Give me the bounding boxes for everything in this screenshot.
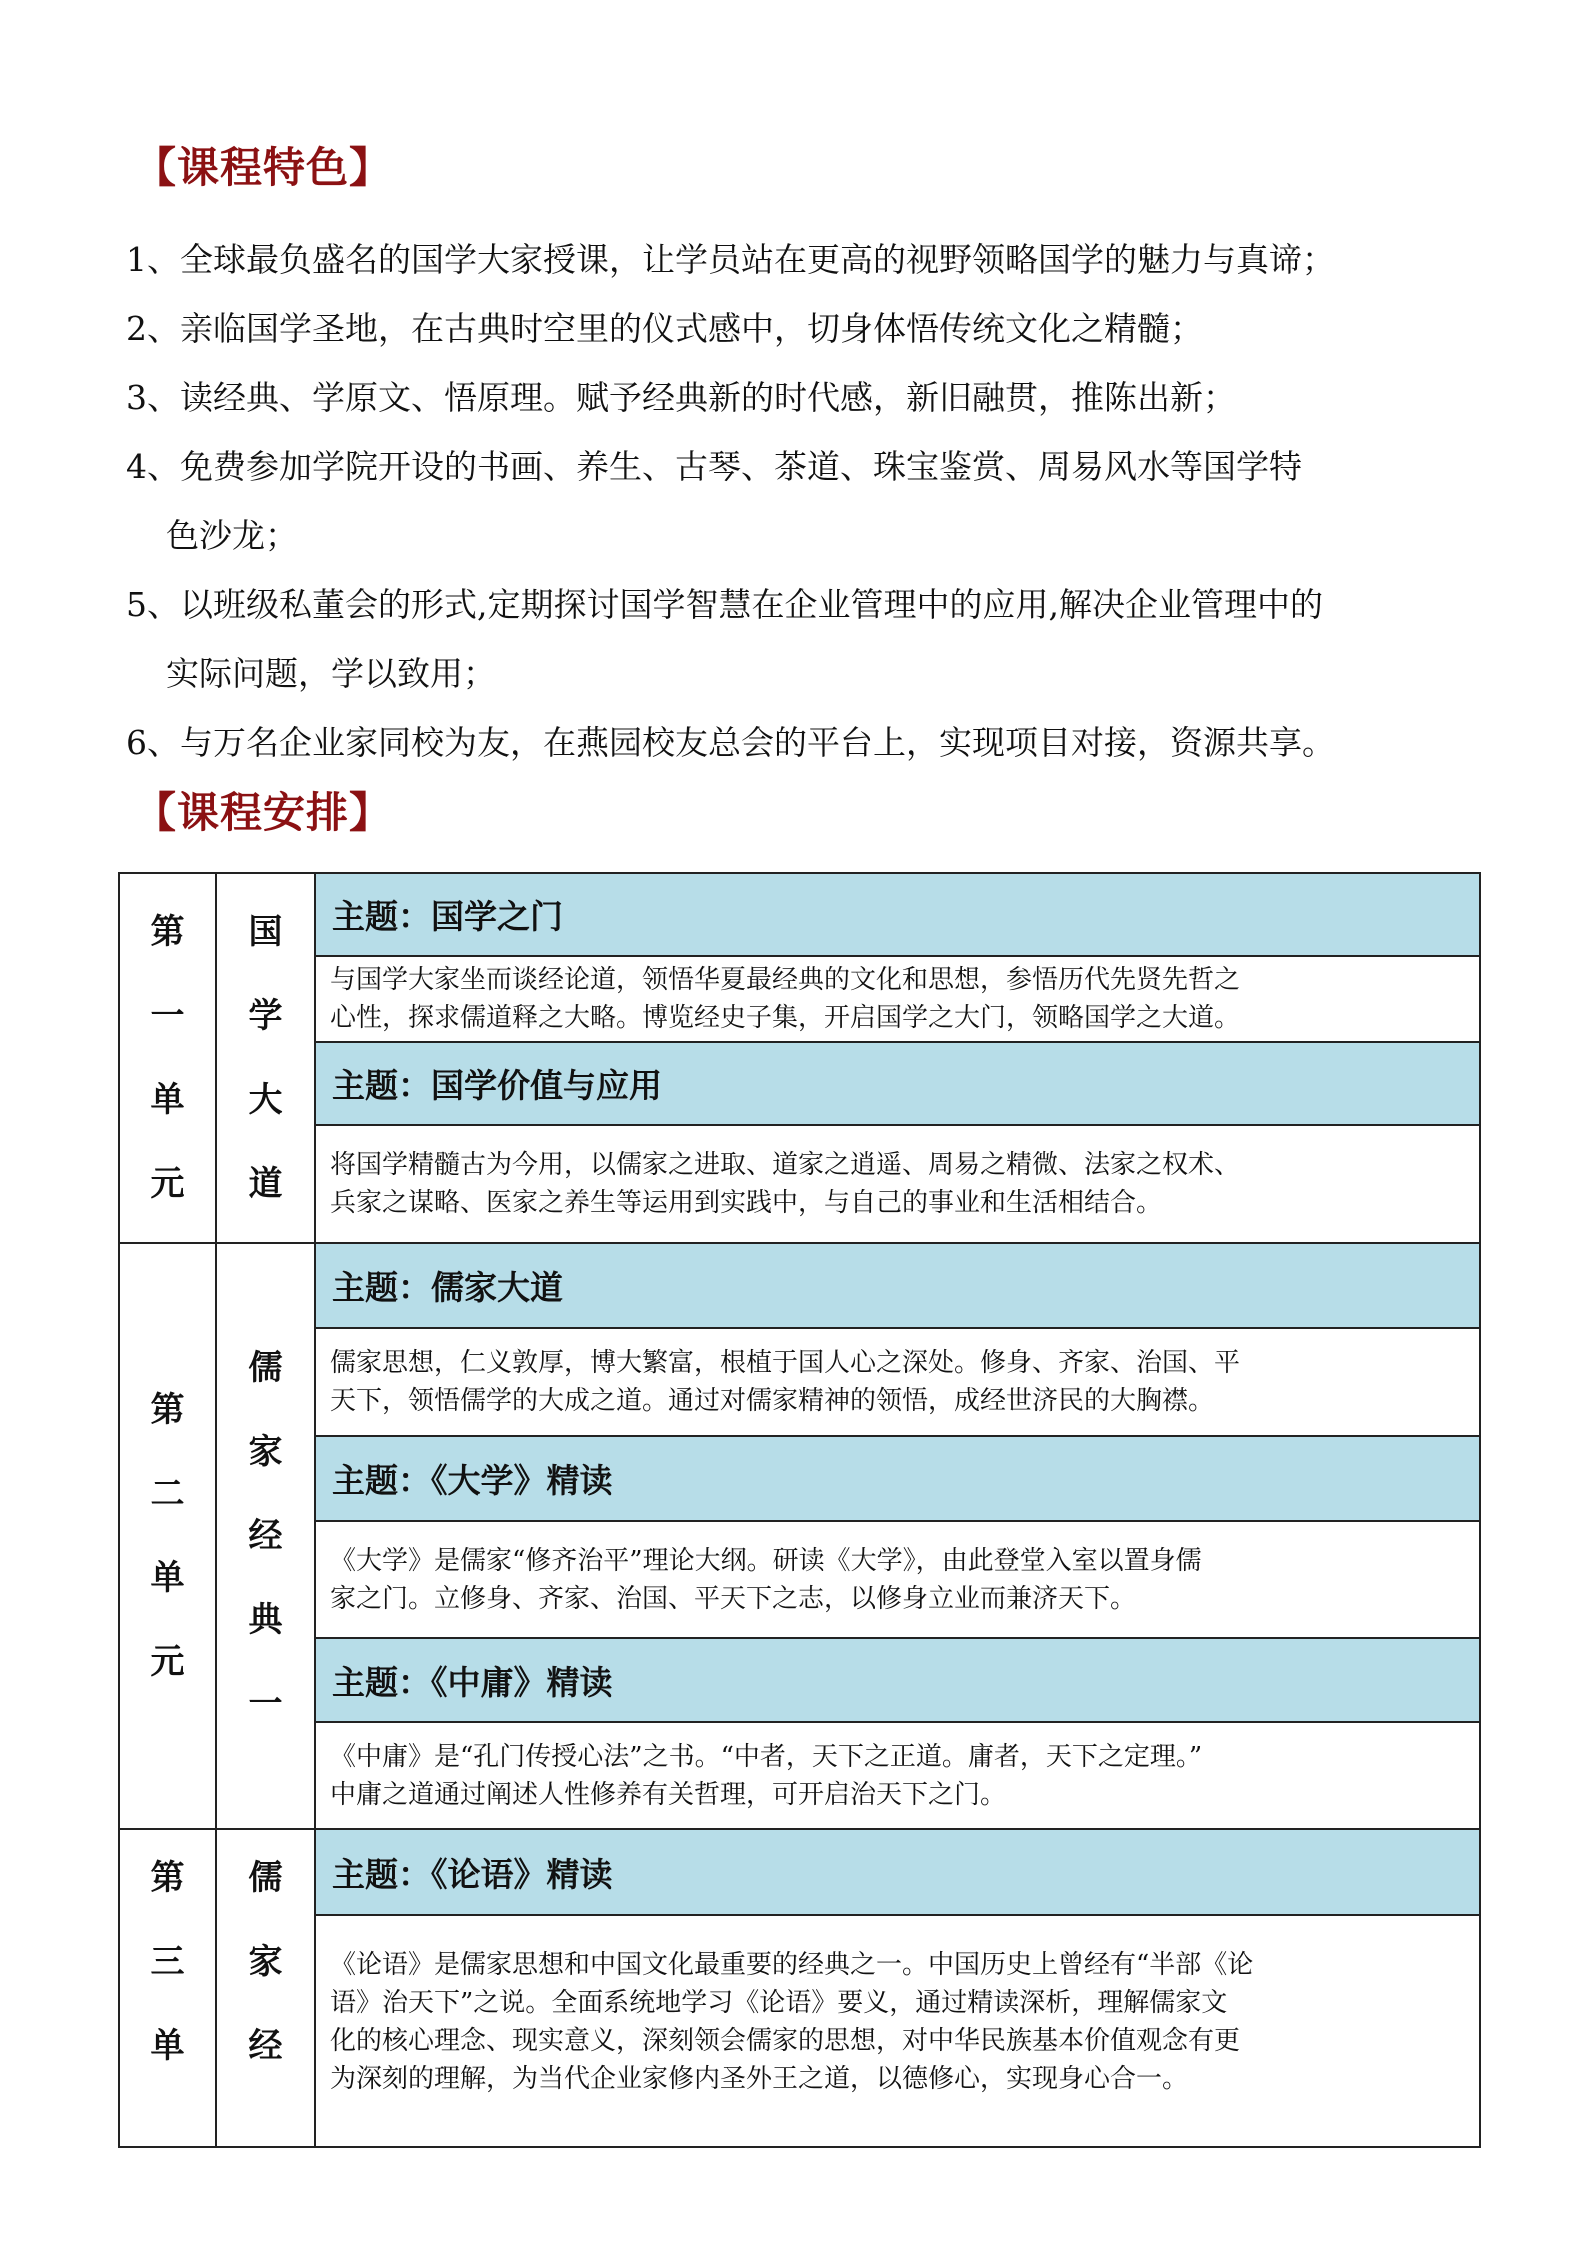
table-row bbox=[119, 1042, 1480, 1125]
topic-title: 主题：儒家大道 bbox=[315, 1243, 1480, 1328]
unit-3-module: 儒 家 经 bbox=[216, 1829, 315, 2147]
unit-3-label: 第 三 单 bbox=[119, 1829, 216, 2147]
unit-1-label: 第 一 单 元 bbox=[119, 873, 216, 1243]
table-row bbox=[119, 873, 1480, 956]
topic-title: 主题：国学之门 bbox=[315, 873, 1480, 956]
topic-description: 《论语》是儒家思想和中国文化最重要的经典之一。中国历史上曾经有“半部《论 语》治天下”之说。全面系统地学习《论语》要义，通过精读深析，理解儒家文 化的核心理念、现实意义，深刻领会儒家的思想，对中华民族基本价值观念有更 为深刻的理解，为当代企业家修内圣外王之道，以德修心，实现身心合一。 bbox=[315, 1915, 1480, 2147]
topic-title: 主题：《大学》精读 bbox=[315, 1436, 1480, 1521]
topic-title: 主题：国学价值与应用 bbox=[315, 1042, 1480, 1125]
feature-item-3-text: 3、读经典、学原文、悟原理。赋予经典新的时代感，新旧融贯，推陈出新； bbox=[126, 378, 1236, 417]
feature-item-5-continuation: 实际问题，学以致用； bbox=[166, 654, 496, 693]
feature-item-3 bbox=[126, 363, 1506, 432]
feature-item-6-text: 6、与万名企业家同校为友，在燕园校友总会的平台上，实现项目对接，资源共享。 bbox=[126, 723, 1335, 762]
topic-description: 《中庸》是“孔门传授心法”之书。“中者，天下之正道。庸者，天下之定理。” 中庸之道通过阐述人性修养有关哲理，可开启治天下之门。 bbox=[315, 1722, 1480, 1829]
table-row bbox=[119, 1638, 1480, 1722]
feature-item-6 bbox=[126, 708, 1506, 777]
feature-item-5-text: 5、以班级私董会的形式,定期探讨国学智慧在企业管理中的应用,解决企业管理中的 bbox=[126, 585, 1323, 624]
course-features-list bbox=[126, 225, 1506, 777]
unit-2-label: 第 二 单 元 bbox=[119, 1243, 216, 1829]
feature-item-4-continuation: 色沙龙； bbox=[166, 516, 298, 555]
table-row bbox=[119, 1521, 1480, 1638]
feature-item-2 bbox=[126, 294, 1506, 363]
topic-title: 主题：《中庸》精读 bbox=[315, 1638, 1480, 1722]
table-row bbox=[119, 956, 1480, 1042]
feature-item-1-text: 1、全球最负盛名的国学大家授课，让学员站在更高的视野领略国学的魅力与真谛； bbox=[126, 240, 1335, 279]
topic-description: 将国学精髓古为今用，以儒家之进取、道家之逍遥、周易之精微、法家之权术、 兵家之谋略、医家之养生等运用到实践中，与自己的事业和生活相结合。 bbox=[315, 1125, 1480, 1243]
course-schedule-table bbox=[118, 872, 1481, 2148]
feature-item-4-text: 4、免费参加学院开设的书画、养生、古琴、茶道、珠宝鉴赏、周易风水等国学特 bbox=[126, 447, 1302, 486]
topic-description: 儒家思想，仁义敦厚，博大繁富，根植于国人心之深处。修身、齐家、治国、平 天下，领悟儒学的大成之道。通过对儒家精神的领悟，成经世济民的大胸襟。 bbox=[315, 1328, 1480, 1436]
topic-description: 《大学》是儒家“修齐治平”理论大纲。研读《大学》，由此登堂入室以置身儒 家之门。立修身、齐家、治国、平天下之志，以修身立业而兼济天下。 bbox=[315, 1521, 1480, 1638]
topic-title: 主题：《论语》精读 bbox=[315, 1829, 1480, 1915]
table-row bbox=[119, 1722, 1480, 1829]
feature-item-2-text: 2、亲临国学圣地，在古典时空里的仪式感中，切身体悟传统文化之精髓； bbox=[126, 309, 1203, 348]
table-row bbox=[119, 1829, 1480, 1915]
course-features-heading: 【课程特色】 bbox=[134, 143, 393, 192]
unit-2-module: 儒 家 经 典 一 bbox=[216, 1243, 315, 1829]
unit-1-module: 国 学 大 道 bbox=[216, 873, 315, 1243]
topic-description: 与国学大家坐而谈经论道，领悟华夏最经典的文化和思想，参悟历代先贤先哲之 心性，探求儒道释之大略。博览经史子集，开启国学之大门，领略国学之大道。 bbox=[315, 956, 1480, 1042]
feature-item-1 bbox=[126, 225, 1506, 294]
table-row bbox=[119, 1328, 1480, 1436]
feature-item-4 bbox=[126, 432, 1506, 570]
table-row bbox=[119, 1125, 1480, 1243]
table-row bbox=[119, 1915, 1480, 2147]
course-schedule-heading: 【课程安排】 bbox=[134, 788, 393, 837]
table-row bbox=[119, 1436, 1480, 1521]
feature-item-5 bbox=[126, 570, 1506, 708]
table-row bbox=[119, 1243, 1480, 1328]
